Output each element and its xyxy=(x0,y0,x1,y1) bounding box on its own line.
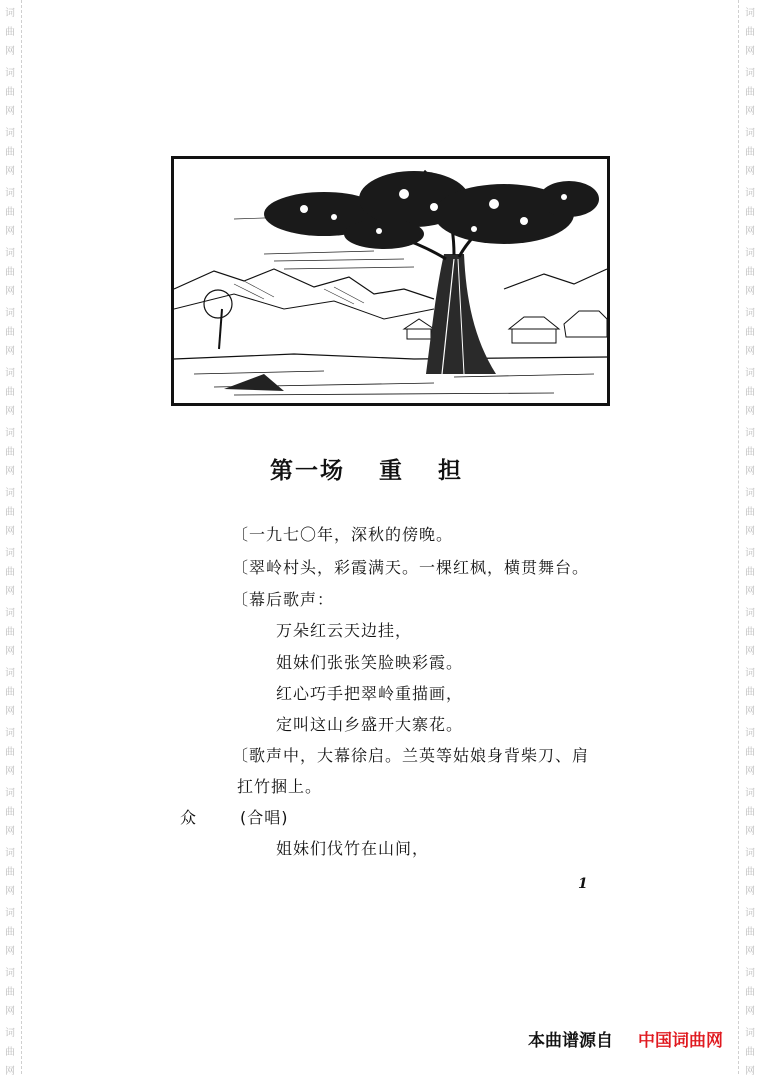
song-line-3: 红心巧手把翠岭重描画， xyxy=(276,684,464,703)
watermark-char: 曲 xyxy=(5,687,15,698)
watermark-char: 网 xyxy=(5,826,15,837)
watermark-char: 网 xyxy=(745,886,755,897)
song-line-2: 姐妹们张张笑脸映彩霞。 xyxy=(276,653,464,672)
watermark-char: 网 xyxy=(5,706,15,717)
watermark-char: 网 xyxy=(745,826,755,837)
watermark-char: 曲 xyxy=(745,627,755,638)
watermark-char: 网 xyxy=(5,526,15,537)
watermark-glyph-group xyxy=(4,364,16,421)
watermark-char: 词 xyxy=(745,128,755,139)
watermark-char: 曲 xyxy=(745,1047,755,1058)
left-watermark-strip xyxy=(0,0,22,1077)
watermark-char: 词 xyxy=(745,608,755,619)
watermark-char: 曲 xyxy=(5,747,15,758)
watermark-char: 词 xyxy=(5,428,15,439)
stage-direction-4a: 〔歌声中，大幕徐启。兰英等姑娘身背柴刀、肩 xyxy=(232,746,590,765)
watermark-char: 词 xyxy=(5,368,15,379)
watermark-char: 网 xyxy=(5,106,15,117)
watermark-char: 曲 xyxy=(5,567,15,578)
watermark-char: 网 xyxy=(745,526,755,537)
watermark-char: 曲 xyxy=(5,327,15,338)
watermark-char: 词 xyxy=(745,428,755,439)
watermark-char: 词 xyxy=(5,308,15,319)
watermark-char: 网 xyxy=(5,586,15,597)
watermark-char: 网 xyxy=(745,646,755,657)
watermark-char: 词 xyxy=(5,488,15,499)
watermark-char: 网 xyxy=(745,1066,755,1077)
watermark-char: 词 xyxy=(745,1028,755,1039)
watermark-glyph-group xyxy=(744,124,756,181)
watermark-glyph-group xyxy=(744,184,756,241)
watermark-glyph-group xyxy=(744,364,756,421)
watermark-glyph-group xyxy=(744,4,756,61)
watermark-glyph-group xyxy=(744,964,756,1021)
watermark-glyph-group xyxy=(4,424,16,481)
watermark-char: 曲 xyxy=(5,1047,15,1058)
watermark-char: 曲 xyxy=(5,207,15,218)
watermark-glyph-group xyxy=(744,604,756,661)
watermark-char: 网 xyxy=(745,1006,755,1017)
scene-illustration xyxy=(171,156,610,406)
watermark-glyph-group xyxy=(4,64,16,121)
performance-direction: (合唱) xyxy=(240,808,289,827)
watermark-char: 词 xyxy=(745,728,755,739)
watermark-char: 词 xyxy=(745,368,755,379)
watermark-glyph-group xyxy=(4,1024,16,1081)
song-line-4: 定叫这山乡盛开大寨花。 xyxy=(276,715,464,734)
watermark-char: 网 xyxy=(5,766,15,777)
watermark-glyph-group xyxy=(744,544,756,601)
watermark-glyph-group xyxy=(4,664,16,721)
watermark-char: 网 xyxy=(745,946,755,957)
watermark-char: 曲 xyxy=(5,27,15,38)
watermark-char: 网 xyxy=(745,466,755,477)
watermark-glyph-group xyxy=(744,664,756,721)
watermark-glyph-group xyxy=(744,304,756,361)
scene-title xyxy=(270,452,510,485)
watermark-glyph-group xyxy=(4,544,16,601)
watermark-char: 曲 xyxy=(5,987,15,998)
watermark-char: 词 xyxy=(745,308,755,319)
watermark-char: 词 xyxy=(745,788,755,799)
watermark-char: 网 xyxy=(745,766,755,777)
footer-source-label: 本曲谱源自 xyxy=(528,1031,613,1051)
watermark-char: 网 xyxy=(745,706,755,717)
watermark-char: 曲 xyxy=(5,627,15,638)
watermark-char: 网 xyxy=(745,346,755,357)
watermark-glyph-group xyxy=(4,484,16,541)
watermark-glyph-group xyxy=(4,4,16,61)
watermark-glyph-group xyxy=(4,184,16,241)
watermark-char: 词 xyxy=(5,848,15,859)
watermark-char: 词 xyxy=(5,548,15,559)
title-part1: 第一场 xyxy=(270,458,345,484)
watermark-char: 曲 xyxy=(745,207,755,218)
footer-site-link[interactable]: 中国词曲网 xyxy=(638,1031,723,1051)
watermark-char: 网 xyxy=(5,406,15,417)
watermark-char: 曲 xyxy=(745,267,755,278)
stage-direction-4b: 扛竹捆上。 xyxy=(237,777,323,796)
watermark-char: 网 xyxy=(5,226,15,237)
lyric-line-1: 姐妹们伐竹在山间， xyxy=(276,839,430,858)
watermark-char: 词 xyxy=(5,128,15,139)
watermark-char: 词 xyxy=(5,788,15,799)
watermark-char: 词 xyxy=(5,248,15,259)
stage-direction-3: 〔幕后歌声： xyxy=(232,590,335,609)
watermark-char: 网 xyxy=(745,586,755,597)
stage-direction-1: 〔一九七〇年，深秋的傍晚。 xyxy=(232,525,454,544)
tree-landscape-illustration xyxy=(174,159,607,403)
watermark-char: 曲 xyxy=(745,807,755,818)
watermark-char: 网 xyxy=(5,886,15,897)
watermark-char: 曲 xyxy=(745,87,755,98)
page-number: 1 xyxy=(578,876,588,892)
watermark-char: 词 xyxy=(5,668,15,679)
watermark-char: 曲 xyxy=(745,27,755,38)
watermark-char: 曲 xyxy=(745,747,755,758)
watermark-char: 词 xyxy=(5,8,15,19)
watermark-char: 曲 xyxy=(745,687,755,698)
watermark-glyph-group xyxy=(744,1024,756,1081)
title-part3: 担 xyxy=(438,458,463,484)
stage-direction-2: 〔翠岭村头，彩霞满天。一棵红枫，横贯舞台。 xyxy=(232,558,590,577)
watermark-char: 曲 xyxy=(5,87,15,98)
watermark-char: 曲 xyxy=(5,387,15,398)
watermark-glyph-group xyxy=(744,784,756,841)
watermark-char: 网 xyxy=(5,346,15,357)
watermark-char: 曲 xyxy=(745,327,755,338)
watermark-char: 曲 xyxy=(745,147,755,158)
watermark-char: 曲 xyxy=(745,987,755,998)
watermark-char: 网 xyxy=(5,1066,15,1077)
watermark-char: 曲 xyxy=(5,147,15,158)
watermark-glyph-group xyxy=(4,784,16,841)
watermark-char: 曲 xyxy=(5,507,15,518)
watermark-char: 词 xyxy=(745,668,755,679)
watermark-char: 网 xyxy=(5,46,15,57)
watermark-char: 网 xyxy=(5,286,15,297)
watermark-char: 网 xyxy=(745,46,755,57)
title-part2: 重 xyxy=(379,458,404,484)
watermark-glyph-group xyxy=(744,64,756,121)
right-watermark-strip xyxy=(738,0,760,1077)
watermark-char: 网 xyxy=(5,1006,15,1017)
watermark-char: 词 xyxy=(745,488,755,499)
watermark-glyph-group xyxy=(4,244,16,301)
watermark-char: 网 xyxy=(5,646,15,657)
watermark-char: 词 xyxy=(5,968,15,979)
watermark-char: 曲 xyxy=(745,927,755,938)
watermark-char: 网 xyxy=(745,406,755,417)
watermark-glyph-group xyxy=(744,844,756,901)
watermark-glyph-group xyxy=(4,724,16,781)
watermark-char: 曲 xyxy=(5,867,15,878)
watermark-char: 词 xyxy=(745,8,755,19)
watermark-char: 曲 xyxy=(5,807,15,818)
watermark-char: 曲 xyxy=(745,387,755,398)
watermark-char: 词 xyxy=(745,848,755,859)
watermark-glyph-group xyxy=(4,604,16,661)
watermark-glyph-group xyxy=(744,484,756,541)
watermark-char: 词 xyxy=(5,188,15,199)
watermark-glyph-group xyxy=(4,904,16,961)
watermark-char: 网 xyxy=(745,166,755,177)
watermark-char: 曲 xyxy=(5,927,15,938)
watermark-glyph-group xyxy=(744,244,756,301)
watermark-char: 网 xyxy=(745,226,755,237)
watermark-glyph-group xyxy=(4,844,16,901)
watermark-glyph-group xyxy=(4,964,16,1021)
watermark-glyph-group xyxy=(744,904,756,961)
watermark-char: 词 xyxy=(745,908,755,919)
watermark-char: 词 xyxy=(745,968,755,979)
watermark-char: 曲 xyxy=(5,267,15,278)
watermark-char: 词 xyxy=(745,68,755,79)
watermark-glyph-group xyxy=(744,724,756,781)
watermark-char: 词 xyxy=(5,608,15,619)
watermark-char: 词 xyxy=(5,1028,15,1039)
watermark-char: 网 xyxy=(5,466,15,477)
watermark-char: 曲 xyxy=(745,567,755,578)
watermark-char: 网 xyxy=(5,946,15,957)
watermark-char: 词 xyxy=(745,548,755,559)
watermark-glyph-group xyxy=(4,304,16,361)
watermark-char: 词 xyxy=(5,68,15,79)
watermark-char: 曲 xyxy=(745,447,755,458)
watermark-glyph-group xyxy=(744,424,756,481)
watermark-char: 网 xyxy=(745,286,755,297)
watermark-char: 词 xyxy=(745,188,755,199)
watermark-char: 曲 xyxy=(745,867,755,878)
watermark-char: 词 xyxy=(5,908,15,919)
speaker-label: 众 xyxy=(180,808,198,827)
watermark-char: 词 xyxy=(745,248,755,259)
watermark-char: 词 xyxy=(5,728,15,739)
watermark-char: 曲 xyxy=(5,447,15,458)
song-line-1: 万朵红云天边挂， xyxy=(276,621,413,640)
watermark-char: 曲 xyxy=(745,507,755,518)
watermark-char: 网 xyxy=(5,166,15,177)
watermark-glyph-group xyxy=(4,124,16,181)
watermark-char: 网 xyxy=(745,106,755,117)
